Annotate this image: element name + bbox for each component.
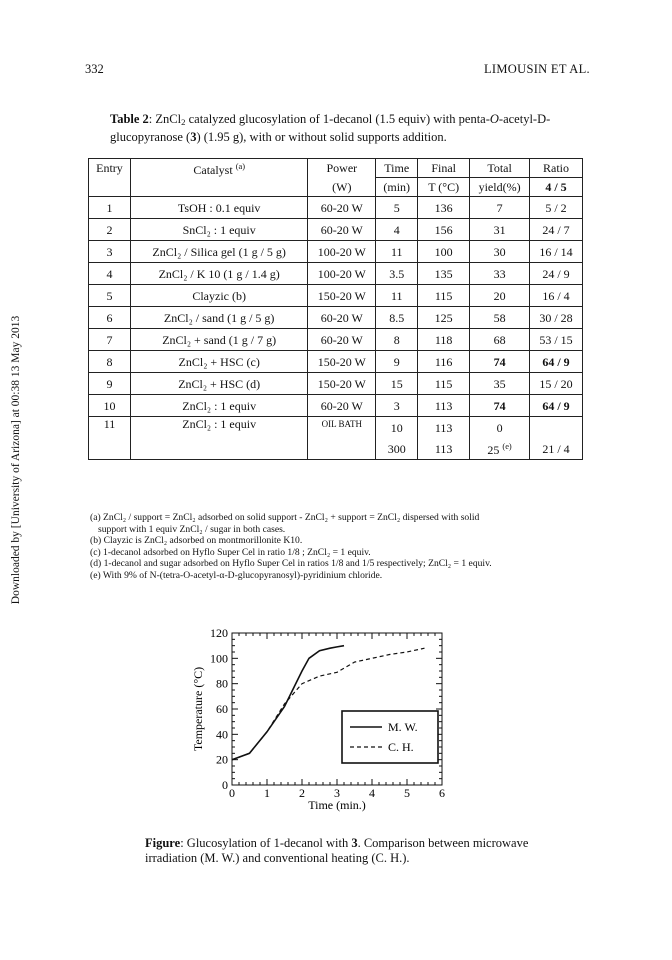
table-header-row-2	[89, 178, 583, 197]
cell-ratio: 24 / 7	[530, 219, 583, 241]
header-total: Total	[470, 159, 530, 178]
cell-final-t: 136	[418, 197, 470, 219]
cell-power: 100-20 W	[308, 241, 376, 263]
cell-yield-value: 25	[487, 443, 500, 457]
cell-time: 300	[376, 438, 418, 460]
y-tick-label: 40	[216, 727, 228, 742]
results-table	[88, 158, 583, 460]
cell-power: 60-20 W	[308, 197, 376, 219]
table-row	[89, 351, 583, 373]
cell-final-t: 113	[418, 395, 470, 417]
x-tick-label: 4	[369, 786, 375, 800]
cell-time: 10	[376, 417, 418, 439]
running-head: LIMOUSIN ET AL.	[483, 62, 590, 76]
table-row	[89, 263, 583, 285]
cell-time: 3.5	[376, 263, 418, 285]
cell-final-t: 100	[418, 241, 470, 263]
table-caption-label: Table 2	[110, 112, 149, 126]
cell-time: 5	[376, 197, 418, 219]
cell-entry: 5	[89, 285, 131, 307]
table-header-row	[89, 159, 583, 178]
cell-ratio: 64 / 9	[530, 351, 583, 373]
cell-yield: 74	[470, 395, 530, 417]
table-row	[89, 241, 583, 263]
cell-catalyst: ZnCl₂ : 1 equiv	[130, 417, 307, 460]
page-number: 332	[85, 62, 104, 76]
cell-catalyst: SnCl₂ : 1 equiv	[130, 219, 307, 241]
x-tick-label: 3	[334, 786, 340, 800]
y-tick-label: 80	[216, 676, 228, 691]
caption-part: O	[489, 112, 499, 126]
figure-caption-label: Figure	[145, 836, 181, 850]
cell-catalyst: ZnCl₂ : 1 equiv	[130, 395, 307, 417]
cell-power: 100-20 W	[308, 263, 376, 285]
caption-part: 2	[181, 117, 186, 127]
header-catalyst	[130, 159, 307, 178]
header-power: Power	[308, 159, 376, 178]
y-tick-label: 120	[210, 626, 228, 640]
cell-power: 150-20 W	[308, 373, 376, 395]
cell-ratio: 16 / 4	[530, 285, 583, 307]
cell-power: 150-20 W	[308, 285, 376, 307]
figure-caption-part: 3	[351, 836, 358, 850]
cell-time: 4	[376, 219, 418, 241]
y-tick-label: 0	[222, 778, 228, 792]
y-tick-label: 100	[210, 651, 228, 666]
cell-ratio: 5 / 2	[530, 197, 583, 219]
cell-final-t: 125	[418, 307, 470, 329]
cell-catalyst: ZnCl₂ / sand (1 g / 5 g)	[130, 307, 307, 329]
footnote: (b) Clayzic is ZnCl₂ adsorbed on montmorillonite K10.	[90, 535, 303, 547]
cell-ratio: 24 / 9	[530, 263, 583, 285]
cell-catalyst: ZnCl₂ / K 10 (1 g / 1.4 g)	[130, 263, 307, 285]
cell-yield: 58	[470, 307, 530, 329]
cell-power: OIL BATH	[308, 417, 376, 460]
caption-part: 3	[190, 130, 197, 144]
cell-entry: 10	[89, 395, 131, 417]
cell-ratio: 16 / 14	[530, 241, 583, 263]
footnote: (c) 1-decanol adsorbed on Hyflo Super Cel in ratio 1/8 ; ZnCl₂ = 1 equiv.	[90, 546, 371, 558]
table-row	[89, 329, 583, 351]
cell-catalyst: Clayzic (b)	[130, 285, 307, 307]
y-tick-label: 60	[216, 702, 228, 716]
cell-entry: 4	[89, 263, 131, 285]
cell-ratio	[530, 417, 583, 439]
cell-final-t: 113	[418, 438, 470, 460]
caption-part: -acetyl-D-glucopyranose (	[110, 112, 551, 144]
x-tick-label: 0	[229, 786, 235, 800]
cell-power: 60-20 W	[308, 329, 376, 351]
cell-ratio: 53 / 15	[530, 329, 583, 351]
footnote: (a) ZnCl₂ / support = ZnCl₂ adsorbed on solid support - ZnCl₂ + support = ZnCl₂ dispersed with solid	[90, 512, 480, 523]
header-catalyst-2	[130, 178, 307, 197]
cell-time: 8	[376, 329, 418, 351]
cell-yield: 7	[470, 197, 530, 219]
legend-box	[342, 711, 438, 763]
cell-yield: 0	[470, 417, 530, 439]
cell-ratio: 15 / 20	[530, 373, 583, 395]
cell-time: 11	[376, 285, 418, 307]
temperature-chart	[170, 615, 470, 825]
header-total-unit: yield(%)	[470, 178, 530, 197]
cell-catalyst: ZnCl₂ + sand (1 g / 7 g)	[130, 329, 307, 351]
download-watermark: Downloaded by [University of Arizona] at 00:38 13 May 2013	[10, 315, 22, 605]
table-row	[89, 219, 583, 241]
header-entry: Entry	[89, 159, 131, 178]
cell-catalyst: ZnCl₂ + HSC (c)	[130, 351, 307, 373]
table-row	[89, 285, 583, 307]
cell-final-t: 135	[418, 263, 470, 285]
cell-yield: 31	[470, 219, 530, 241]
cell-catalyst: TsOH : 0.1 equiv	[130, 197, 307, 219]
cell-entry: 1	[89, 197, 131, 219]
cell-yield: 20	[470, 285, 530, 307]
caption-part: : ZnCl	[148, 112, 182, 126]
cell-final-t: 115	[418, 373, 470, 395]
cell-final-t: 113	[418, 417, 470, 439]
cell-time: 8.5	[376, 307, 418, 329]
table-row	[89, 417, 583, 439]
cell-yield: 30	[470, 241, 530, 263]
cell-time: 9	[376, 351, 418, 373]
x-tick-label: 2	[299, 786, 305, 800]
header-time: Time	[376, 159, 418, 178]
legend-entry: C. H.	[388, 740, 414, 754]
footnote: (d) 1-decanol and sugar adsorbed on Hyflo Super Cel in ratios 1/8 and 1/5 respectively; ZnCl₂ = 1 equiv.	[90, 558, 492, 570]
header-final-unit: T (°C)	[418, 178, 470, 197]
footnote: support with 1 equiv ZnCl₂ / sugar in both cases.	[98, 523, 286, 535]
cell-time: 11	[376, 241, 418, 263]
cell-catalyst: ZnCl₂ + HSC (d)	[130, 373, 307, 395]
header-power-unit: (W)	[308, 178, 376, 197]
figure-caption	[145, 836, 545, 866]
cell-yield: 74	[470, 351, 530, 373]
legend-entry: M. W.	[388, 720, 418, 734]
table-row	[89, 197, 583, 219]
cell-ratio: 30 / 28	[530, 307, 583, 329]
table-row	[89, 373, 583, 395]
x-tick-label: 6	[439, 786, 445, 800]
cell-power: 60-20 W	[308, 219, 376, 241]
cell-entry: 8	[89, 351, 131, 373]
x-tick-label: 5	[404, 786, 410, 800]
header-ratio: Ratio	[530, 159, 583, 178]
cell-power: 150-20 W	[308, 351, 376, 373]
header-catalyst-sup: (a)	[235, 161, 245, 171]
footnote: (e) With 9% of N-(tetra-O-acetyl-α-D-glucopyranosyl)-pyridinium chloride.	[90, 569, 383, 581]
caption-part: ) (1.95 g), with or without solid supports addition.	[196, 130, 447, 144]
cell-yield: 33	[470, 263, 530, 285]
cell-entry: 3	[89, 241, 131, 263]
cell-entry: 6	[89, 307, 131, 329]
cell-final-t: 116	[418, 351, 470, 373]
y-tick-label: 20	[216, 752, 228, 767]
table-footnotes	[90, 512, 590, 582]
caption-part: catalyzed glucosylation of 1-decanol (1.5 equiv) with penta-	[185, 112, 490, 126]
cell-ratio: 64 / 9	[530, 395, 583, 417]
x-tick-label: 1	[264, 786, 270, 800]
table-caption	[110, 112, 580, 145]
cell-final-t: 156	[418, 219, 470, 241]
cell-entry: 2	[89, 219, 131, 241]
cell-entry: 11	[89, 417, 131, 460]
header-entry-2	[89, 178, 131, 197]
cell-ratio: 21 / 4	[530, 438, 583, 460]
series-line-mw	[232, 646, 344, 760]
cell-yield: 68	[470, 329, 530, 351]
cell-yield: 35	[470, 373, 530, 395]
header-ratio-unit: 4 / 5	[530, 178, 583, 197]
cell-time: 15	[376, 373, 418, 395]
x-axis-label: Time (min.)	[308, 798, 366, 812]
header-final: Final	[418, 159, 470, 178]
header-catalyst-text: Catalyst	[193, 162, 233, 177]
cell-catalyst: ZnCl₂ / Silica gel (1 g / 5 g)	[130, 241, 307, 263]
cell-final-t: 115	[418, 285, 470, 307]
cell-power: 60-20 W	[308, 395, 376, 417]
figure-caption-part: . Comparison between microwave irradiation (M. W.) and conventional heating (C. H.).	[145, 836, 529, 865]
cell-yield	[470, 438, 530, 460]
cell-yield-sup: (e)	[502, 442, 512, 451]
figure-caption-part: : Glucosylation of 1-decanol with	[180, 836, 352, 850]
header-time-unit: (min)	[376, 178, 418, 197]
table-row	[89, 307, 583, 329]
cell-entry: 9	[89, 373, 131, 395]
cell-time: 3	[376, 395, 418, 417]
cell-entry: 7	[89, 329, 131, 351]
cell-power: 60-20 W	[308, 307, 376, 329]
cell-final-t: 118	[418, 329, 470, 351]
table-row	[89, 395, 583, 417]
y-axis-label: Temperature (°C)	[191, 666, 205, 752]
